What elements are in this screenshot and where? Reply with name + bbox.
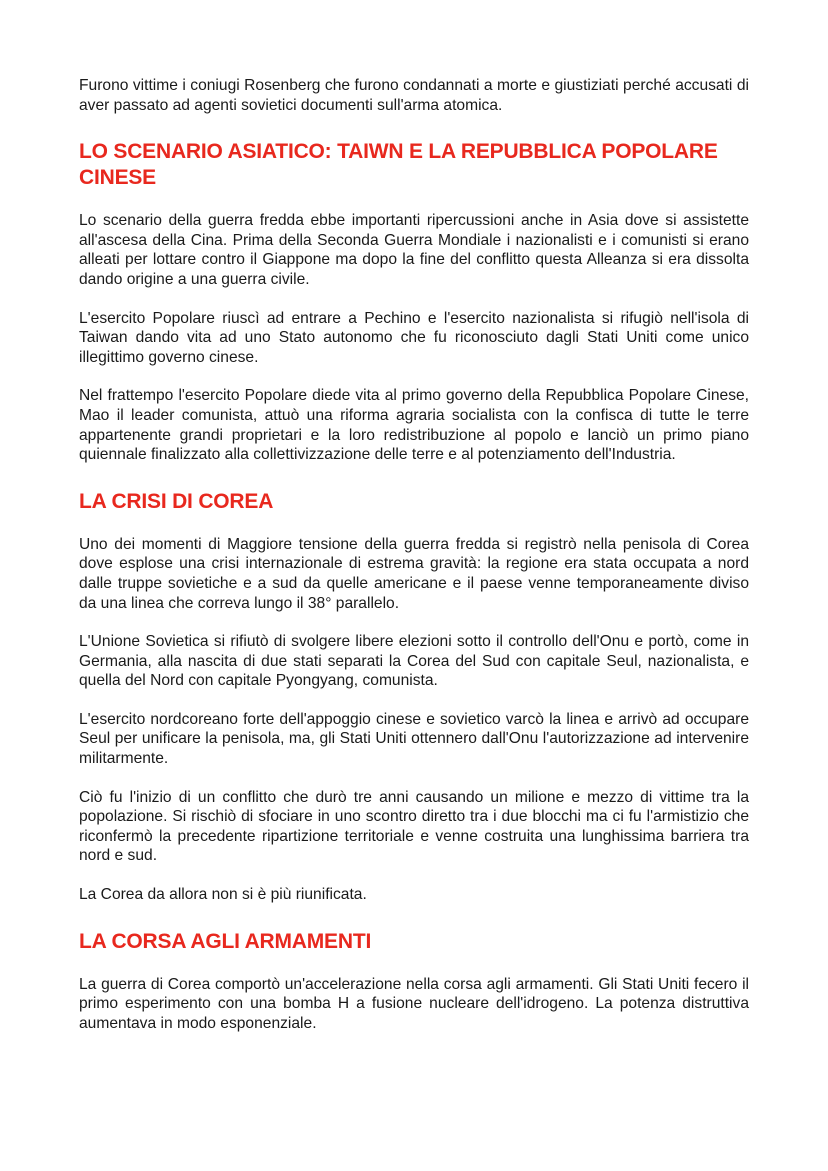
heading-crisi-corea: LA CRISI DI COREA [79,489,274,513]
paragraph-rosenberg: Furono vittime i coniugi Rosenberg che furono condannati a morte e giustiziati perché accusati di aver passato ad agenti sovietici documenti sull'arma atomica. [79,77,749,114]
heading-corsa-armamenti: LA CORSA AGLI ARMAMENTI [79,929,372,953]
paragraph-repubblica-popolare: Nel frattempo l'esercito Popolare diede vita al primo governo della Repubblica Popolare Cinese, Mao il leader comunista, attuò una riforma agraria socialista con la confisca di tutte le terre appartenente grandi proprietari e la loro redistribuzione al popolo e lanciò un primo piano quiennale finalizzato alla collettivizzazione delle terre e al potenziamento dell'Industria. [79,387,749,464]
paragraph-conflitto-tre-anni: Ciò fu l'inizio di un conflitto che durò tre anni causando un milione e mezzo di vittime tra la popolazione. Si rischiò di sfociare in uno scontro diretto tra i due blocchi ma ci fu l'armistizio che riconfermò la precedente ripartizione territoriale e venne costruita una lunghissima barriera tra nord e sud. [79,788,749,865]
heading-scenario-asiatico: LO SCENARIO ASIATICO: TAIWN E LA REPUBBLICA POPOLARE CINESE [79,140,718,190]
paragraph-unione-sovietica: L'Unione Sovietica si rifiutò di svolgere libere elezioni sotto il controllo dell'Onu e portò, come in Germania, alla nascita di due stati separati la Corea del Sud con capitale Seul, nazionalista, e quella del Nord con capitale Pyongyang, comunista. [79,633,749,690]
paragraph-corea-non-riunificata: La Corea da allora non si è più riunificata. [79,886,367,904]
paragraph-esercito-popolare-pechino: L'esercito Popolare riuscì ad entrare a Pechino e l'esercito nazionalista si rifugiò nell'isola di Taiwan dando vita ad uno Stato autonomo che fu riconosciuto dagli Stati Uniti come unico illegittimo governo cinese. [79,309,749,366]
paragraph-tensione-corea: Uno dei momenti di Maggiore tensione della guerra fredda si registrò nella penisola di Corea dove esplose una crisi internazionale di estrema gravità: la regione era stata occupata a nord dalle truppe sovietiche e a sud da quelle americane e il paese venne temporaneamente diviso da una linea che correva lungo il 38° parallelo. [79,535,749,612]
paragraph-bomba-h: La guerra di Corea comportò un'accelerazione nella corsa agli armamenti. Gli Stati Uniti fecero il primo esperimento con una bomba H a fusione nucleare dell'idrogeno. La potenza distruttiva aumentava in modo esponenziale. [79,975,749,1032]
paragraph-esercito-nordcoreano: L'esercito nordcoreano forte dell'appoggio cinese e sovietico varcò la linea e arrivò ad occupare Seul per unificare la penisola, ma, gli Stati Uniti ottennero dall'Onu l'autorizzazione ad intervenire militarmente. [79,710,749,768]
paragraph-scenario-guerra-fredda: Lo scenario della guerra fredda ebbe importanti ripercussioni anche in Asia dove si assistette all'ascesa della Cina. Prima della Seconda Guerra Mondiale i nazionalisti e i comunisti si erano alleati per lottare contro il Giappone ma dopo la fine del conflitto questa Alleanza si era dissolta dando origine a una guerra civile. [79,212,749,288]
